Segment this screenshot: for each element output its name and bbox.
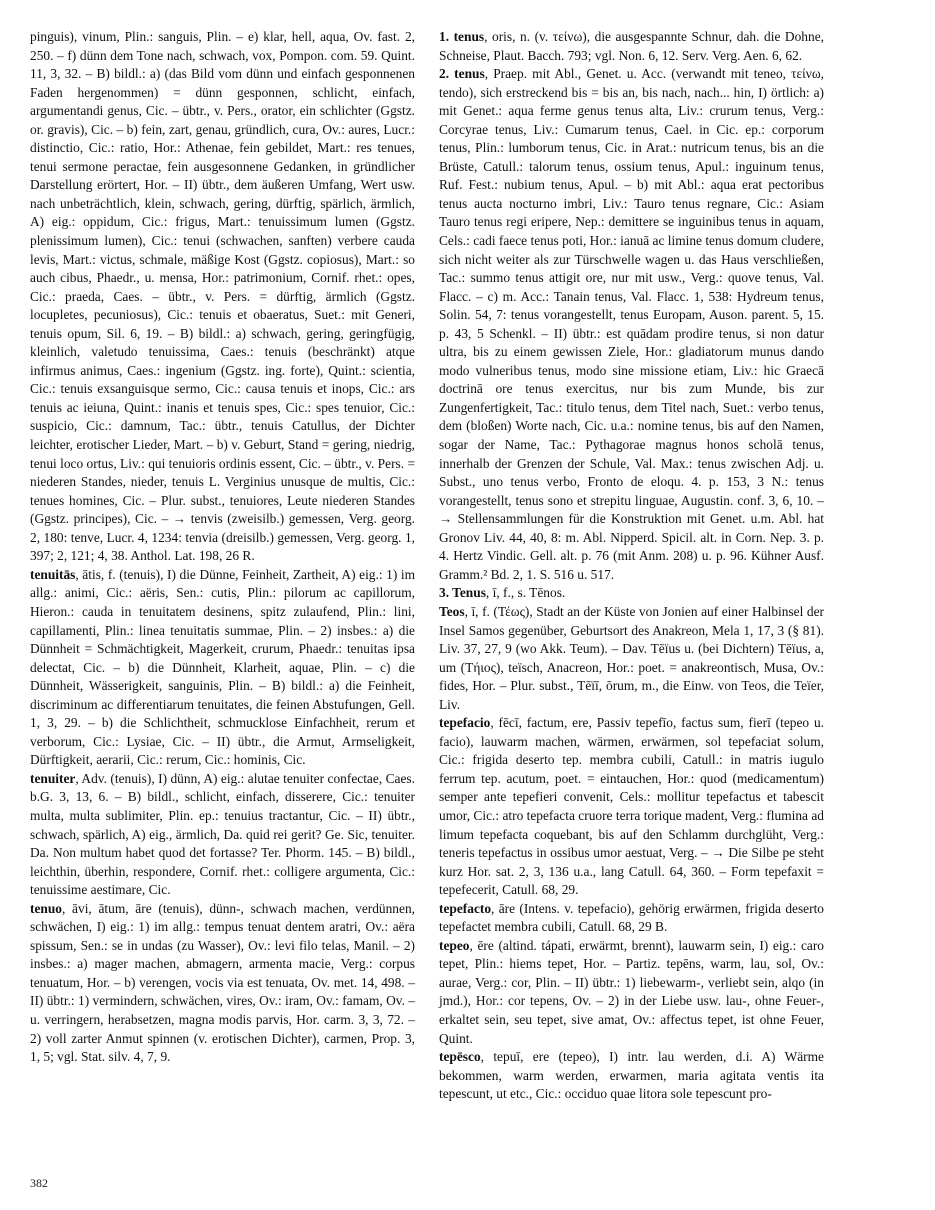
left-column (30, 28, 415, 1067)
headword: tenuiter (30, 770, 76, 786)
entry-tenuo (30, 900, 415, 1067)
entry-text: tenuo, āvi, ātum, āre (tenuis), dünn-, schwach machen, verdünnen, schwächen, I) eig.: 1) im allg.: tempus tenuat dentem aratri, Ov.: aëra spissum, Sen.: se in undas (zu Wasser), Ov.: levi filo telas, Manil. – 2) insbes.: a) mager machen, abmagern, armenta macie, Verg.: corpus tenuatum, Hor. – b) verengen, vocis via est tenuata, Ov. met. 14, 498. – II) übtr.: 1) vermindern, schwächen, vires, Ov.: iram, Ov.: famam, Ov. – u. verringern, herabsetzen, magna modis parvis, Hor. carm. 3, 3, 72. – 2) voll zarter Anmut spinnen (v. erotischen Dichter), carmen, Prop. 3, 1, 5; vgl. Stat. silv. 4, 7, 9. (30, 900, 415, 1065)
entry-teos (439, 603, 824, 714)
entry-text: 3. Tenus, ī, f., s. Tēnos. (439, 585, 566, 601)
entry-text: tepefacto, āre (Intens. v. tepefacio), gehörig erwärmen, frigida deserto tepefactet membra cubili, Catull. 68, 29 B. (439, 900, 824, 935)
headword: tepeo (439, 937, 470, 953)
headword: tenuo (30, 900, 62, 916)
headword: 1. tenus (439, 29, 485, 44)
entry-text: tepeo, ēre (altind. tápati, erwärmt, brennt), lauwarm sein, I) eig.: caro tepet, Plin.: hiems tepet, Hor. – Partiz. tepēns, warm, lau, sol, Ov.: aurae, Verg.: cor, Plin. – II) übtr.: 1) liebewarm-, verliebt sein, alqo (in jmd.), Hor.: cor tepens, Ov. – 2) in der Liebe usw. lau-, ohne Feuer-, erkaltet sein, seu tepet, sive amat, Ov.: affectus tepet, ist ohne Feuer, Quint. (439, 937, 824, 1046)
entry-text: tepefacio, fēcī, factum, ere, Passiv tepefīo, factus sum, fierī (tepeo u. facio), lauwarm machen, wärmen, erwärmen, sol tepefaciat solum, Cic.: frigida deserto tep. membra cubili, Catull.: in matris iugulo ferrum tep. acutum, poet. = eintauchen, Hor.: quod (medicamentum) semper ante tepefieri convenit, Cels.: mollitur tepefactus et tabescit umor, Cic.: atro tepefacta cruore terra torique madent, Verg.: flumina ad limum tepefacta coquebant, bis auf den Schlamm durchglüht, Verg.: teneris tepefactus in ossibus umor aestuat, Verg. – → Die Silbe pe steht kurz Hor. sat. 2, 3, 136 u.a., lang Catull. 64, 360. – Form tepefaxit = tepefecerit, Catull. 68, 29. (439, 715, 824, 898)
entry-tepeo (439, 937, 824, 1048)
headword: tenuitās (30, 566, 76, 582)
entry-text: pinguis), vinum, Plin.: sanguis, Plin. – e) klar, hell, aqua, Ov. fast. 2, 250. – f) dünn dem Tone nach, schwach, vox, Pompon. com. 59. Quint. 11, 3, 32. – B) bildl.: a) (das Bild vom dünn und einfach gesponnenen Faden hergenommen) = dünn gesponnen, schlicht, einfach, argumentandi genus, Cic. – übtr., v. Pers., orator, ein schlichter (Ggstz. or. gravis), Cic. – b) fein, zart, genau, gründlich, cura, Ov.: aures, Lucr.: distinctio, Cic.: ratio, Hor.: Athenae, fein gebildet, Mart.: res tenues, tenui sermone peractae, fein ausgesonnene Gedanken, in gründlicher Darstellung erörtert, Hor. – II) übtr., dem äußeren Umfang, Wert usw. nach unbeträchtlich, klein, schwach, gering, dürftig, spärlich, ärmlich, A) eig.: oppidum, Cic.: frigus, Mart.: tenuissimum lumen (Ggstz. plenissimum lumen), Cic.: tenui (schwachen, sanften) verbere cauda levis, Mart.: victus, schmale, mäßige Kost (Ggstz. copiosus), Mart.: so auch cibus, Phaedr., u. mensa, Hor.: patrimonium, Cornif. rhet.: opes, Cic.: praeda, Caes. – übtr., v. Pers. = dürftig, ärmlich (Ggstz. locupletes, pecuniosus), Cic.: tenuis et obaeratus, Suet.: mit Generi, tenuis opum, Sil. 6, 19. – B) bildl.: a) schwach, gering, geringfügig, kleinlich, valetudo tenuissima, Caes.: tenuis (beschränkt) atque infirmus animus, Caes.: ingenium (Ggstz. ing. forte), Quint.: scientia, Cic.: tenuis exsanguisque sermo, Cic.: causa tenuis et inops, Cic.: ars tenuis ac ieiuna, Quint.: inanis et tenuis spes, Cic.: spes tenuior, Cic.: suspicio, Cic.: damnum, Tac.: übtr., tenuis Catullus, der Dichter leichter, erotischer Lieder, Mart. – b) v. Geburt, Stand = gering, niedrig, tenui loco ortus, Liv.: qui tenuioris ordinis essent, Cic. – übtr., v. Pers. = niederen Standes, nieder, tenuis L. Verginius unusque de multis, Cic.: tenues homines, Cic. – Plur. subst., tenuiores, Leute niederen Standes (Ggstz. principes), Cic. – → tenvis (zweisilb.) gemessen, Verg. georg. 2, 180: tenve, Lucr. 4, 1234: tenvia (dreisilb.) gemessen, Verg. georg. 1, 397; 2, 121; 4, 38. Anthol. Lat. 198, 26 R. (30, 29, 415, 564)
entry-text: tenuiter, Adv. (tenuis), I) dünn, A) eig.: alutae tenuiter confectae, Caes. b.G. 3, 13, 6. – B) bildl., schlicht, einfach, disserere, Cic.: tenuiter multa, multa sublimiter, Plin. ep.: tenuius tractantur, Cic. – II) übtr., schwach, spärlich, A) eig., ärmlich, Da. quid rei gerit? Ge. Sic, tenuiter. Da. Non multum habet quod det fortasse? Ter. Phorm. 145. – B) bildl., leichthin, überhin, respondere, Cornif. rhet.: colligere argumenta, Cic.: tenuissime aestimare, Cic. (30, 770, 415, 898)
headword: tepefacio (439, 715, 491, 731)
entry-text: tepēsco, tepuī, ere (tepeo), I) intr. lau werden, d.i. A) Wärme bekommen, warm werden, erwarmen, maria agitata ventis ita tepescunt, ut etc., Cic.: occiduo quae litora sole tepescunt pro- (439, 1049, 824, 1102)
entry-tepesco (439, 1048, 824, 1104)
entry-tenuitas (30, 566, 415, 770)
entry-text: Teos, ī, f. (Τέως), Stadt an der Küste von Jonien auf einer Halbinsel der Insel Samos gegenüber, Geburtsort des Anakreon, Mela 1, 17, 3 (§ 81). Liv. 37, 27, 9 (wo Akk. Teum). – Dav. Tēïus u. (bei Dichtern) Tēïus, a, um (Τήιος), teïsch, Anacreon, Hor.: poet. = anakreontisch, Musa, Ov.: fides, Hor. – Plur. subst., Tēïī, ōrum, m., die Einw. von Teos, die Teïer, Liv. (439, 603, 824, 712)
page-number: 382 (30, 1176, 48, 1190)
entry-tenuis-continued (30, 28, 415, 566)
entry-tenus-1 (439, 28, 824, 65)
headword: 3. Tenus (439, 585, 486, 601)
entry-tepefacto (439, 900, 824, 937)
right-column (439, 28, 824, 1104)
headword: tepēsco (439, 1049, 481, 1065)
entry-tenus-2 (439, 65, 824, 584)
entry-tenuiter (30, 770, 415, 900)
entry-tenus-3 (439, 584, 824, 603)
entry-tepefacio (439, 714, 824, 899)
dictionary-page (30, 28, 920, 1168)
headword: tepefacto (439, 900, 492, 916)
headword: Teos (439, 603, 465, 619)
entry-text: 2. tenus, Praep. mit Abl., Genet. u. Acc. (verwandt mit teneo, τείνω, tendo), sich erstreckend bis = bis an, bis nach, nach... hin, I) örtlich: a) mit Genet.: aqua ferme genus tenus alta, Liv.: crurum tenus, Verg.: Corcyrae tenus, Liv.: Cumarum tenus, Cael. in Cic. ep.: corporum tenus, Plin.: lumborum tenus, Cic. in Arat.: nutricum tenus, bis an die Brüste, Catull.: talorum tenus, ossium tenus, Apul.: inguinum tenus, Ruf. Fest.: nubium tenus, Apul. – b) mit Abl.: aqua erat pectoribus tenus aucta nocturno imbri, Liv.: Tauro tenus regnare, Cic.: Asiam Tauro tenus regi eripere, Nep.: demittere se inguinibus tenus in aquam, Cels.: cadi faece tenus poti, Hor.: ianuā ac limine tenus domum cludere, sich nicht weiter als zur Türschwelle wagen u. das Haus verschließen, Tac.: summo tenus attigit ore, nur mit usw., Verg.: quove tenus, Val. Flacc. – c) m. Acc.: Tanain tenus, Val. Flacc. 1, 538: Hydreum tenus, Solin. 54, 7: tenus vorangestellt, tenus Europam, Auson. parent. 5, 15. p. 43, 5 Schenkl. – II) übtr.: est quādam prodire tenus, si non datur ultra, bis zu einem gewissen Ziele, Hor.: gladiatorum munus dando modo vulneribus tenus, modo sine missione etiam, Liv.: hic Graecā doctrinā ore tenus exercitus, nur bis zum Munde, bis zur Zungenfertigkeit, Tac.: titulo tenus, dem Titel nach, Suet.: verbo tenus, dem (bloßen) Worte nach, Cic. u.a.: nomine tenus, bis auf den Namen, sogar der Name, Tac.: Pythagorae magnus honos scholā tenus, innerhalb der Grenzen der Schule, Val. Max.: tenus zwischen Adj. u. Subst., uno tenus verbo, Fronto de eloqu. 4. p. 153, 3 N.: tenus vorangestellt, tenus sono et strepitu linguae, Augustin. conf. 3, 6, 10. – → Stellensammlungen für die Konstruktion mit Genet. u.m. Abl. hat Gronov Liv. 44, 40, 8: m. Abl. Nipperd. Spicil. alt. in Corn. Nep. 3. p. 4. Hertz Vindic. Gell. alt. p. 76 (mit Anm. 208) u. p. 96. Kühner Ausf. Gramm.² Bd. 2, 1. S. 516 u. 517. (439, 66, 824, 582)
entry-text: tenuitās, ātis, f. (tenuis), I) die Dünne, Feinheit, Zartheit, A) eig.: 1) im allg.: animi, Cic.: aëris, Sen.: cutis, Plin.: pilorum ac capillorum, Hieron.: cauda in tenuitatem desinens, spitz zulaufend, Plin.: lini, capillamenti, Plin.: linea tenuitatis summae, Plin. – 2) insbes.: a) die Dünnheit = Schmächtigkeit, Magerkeit, crurum, Phaedr.: tenuitas ipsa delectat, Cic. – b) die Dünnheit, Klarheit, aquae, Plin. – c) die Dünnheit, Wässerigkeit, sanguinis, Plin. – B) bildl.: a) die Feinheit, discriminum ac differentiarum tenuitates, die feinen Abstufungen, Gell. 1, 3, 29. – b) die Schlichtheit, schmucklose Einfachheit, rerum et verborum, Cic.: Lysiae, Cic. – II) übtr., die Armut, Armseligkeit, Dürftigkeit, aerarii, Cic.: rerum, Cic.: hominis, Cic. (30, 566, 415, 768)
headword: 2. tenus (439, 66, 485, 82)
entry-text: 1. tenus, oris, n. (v. τείνω), die ausgespannte Schnur, dah. die Dohne, Schneise, Plaut. Bacch. 793; vgl. Non. 6, 12. Serv. Verg. Aen. 6, 62. (439, 29, 824, 63)
